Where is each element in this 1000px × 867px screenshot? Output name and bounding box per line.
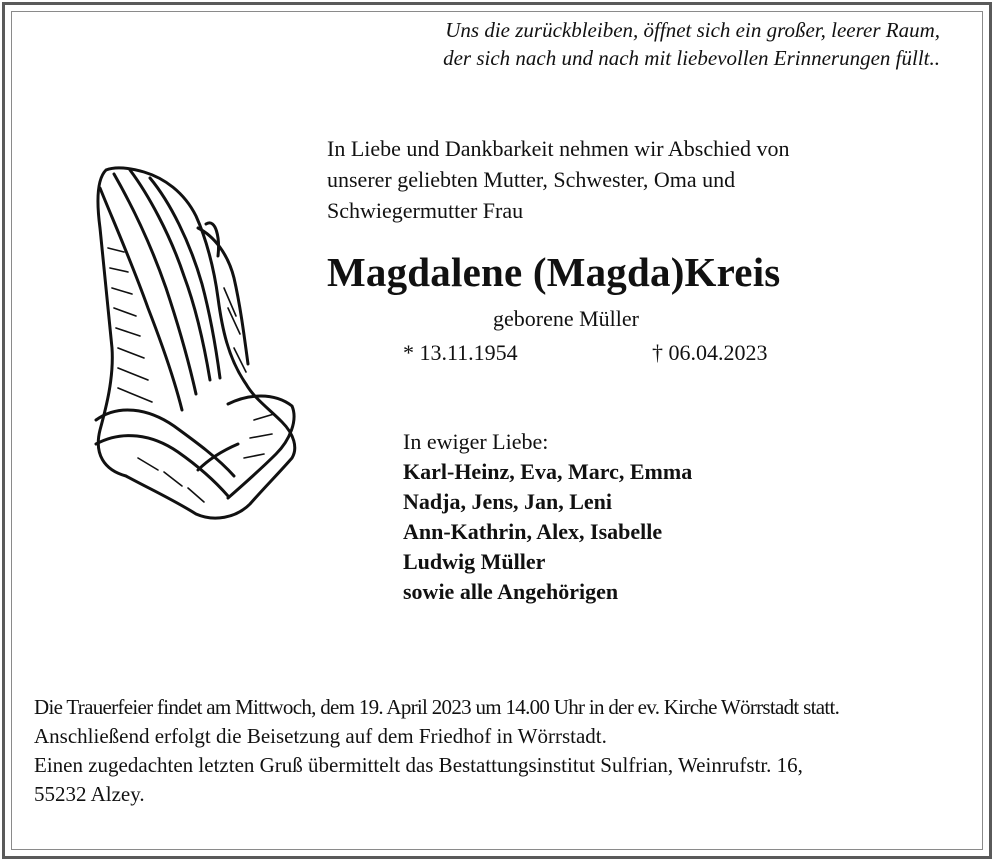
service-info [34, 693, 839, 809]
service-line: 55232 Alzey. [34, 782, 145, 806]
service-line: Anschließend erfolgt die Beisetzung auf dem Friedhof in Wörrstadt. [34, 724, 607, 748]
deceased-name: Magdalene (Magda)Kreis [327, 249, 781, 295]
intro-line: unserer geliebten Mutter, Schwester, Oma und [327, 167, 736, 192]
birth-date: * 13.11.1954 [403, 340, 518, 365]
praying-hands-icon [78, 158, 300, 526]
motto-line: Uns die zurückbleiben, öffnet sich ein großer, leerer Raum, [445, 18, 940, 42]
intro-text [327, 133, 789, 226]
mourner-line: Ludwig Müller [403, 549, 546, 574]
mourners-lead: In ewiger Liebe: [403, 429, 549, 454]
service-line: Die Trauerfeier findet am Mittwoch, dem 19. April 2023 um 14.00 Uhr in der ev. Kirche Wörrstadt statt. [34, 695, 840, 719]
mourner-line: Nadja, Jens, Jan, Leni [403, 489, 613, 514]
mourners-names [403, 457, 692, 607]
mourner-line: sowie alle Angehörigen [403, 579, 619, 604]
motto-quote [443, 16, 940, 72]
service-line: Einen zugedachten letzten Gruß übermittelt das Bestattungsinstitut Sulfrian, Weinrufstr. 16, [34, 753, 803, 777]
intro-line: In Liebe und Dankbarkeit nehmen wir Abschied von [327, 136, 790, 161]
mourner-line: Ann-Kathrin, Alex, Isabelle [403, 519, 663, 544]
intro-line: Schwiegermutter Frau [327, 198, 524, 223]
death-date: † 06.04.2023 [652, 340, 768, 365]
birth-name: geborene Müller [493, 306, 639, 331]
motto-line: der sich nach und nach mit liebevollen Erinnerungen füllt.. [443, 46, 940, 70]
mourners-block [403, 427, 692, 607]
mourner-line: Karl-Heinz, Eva, Marc, Emma [403, 459, 693, 484]
